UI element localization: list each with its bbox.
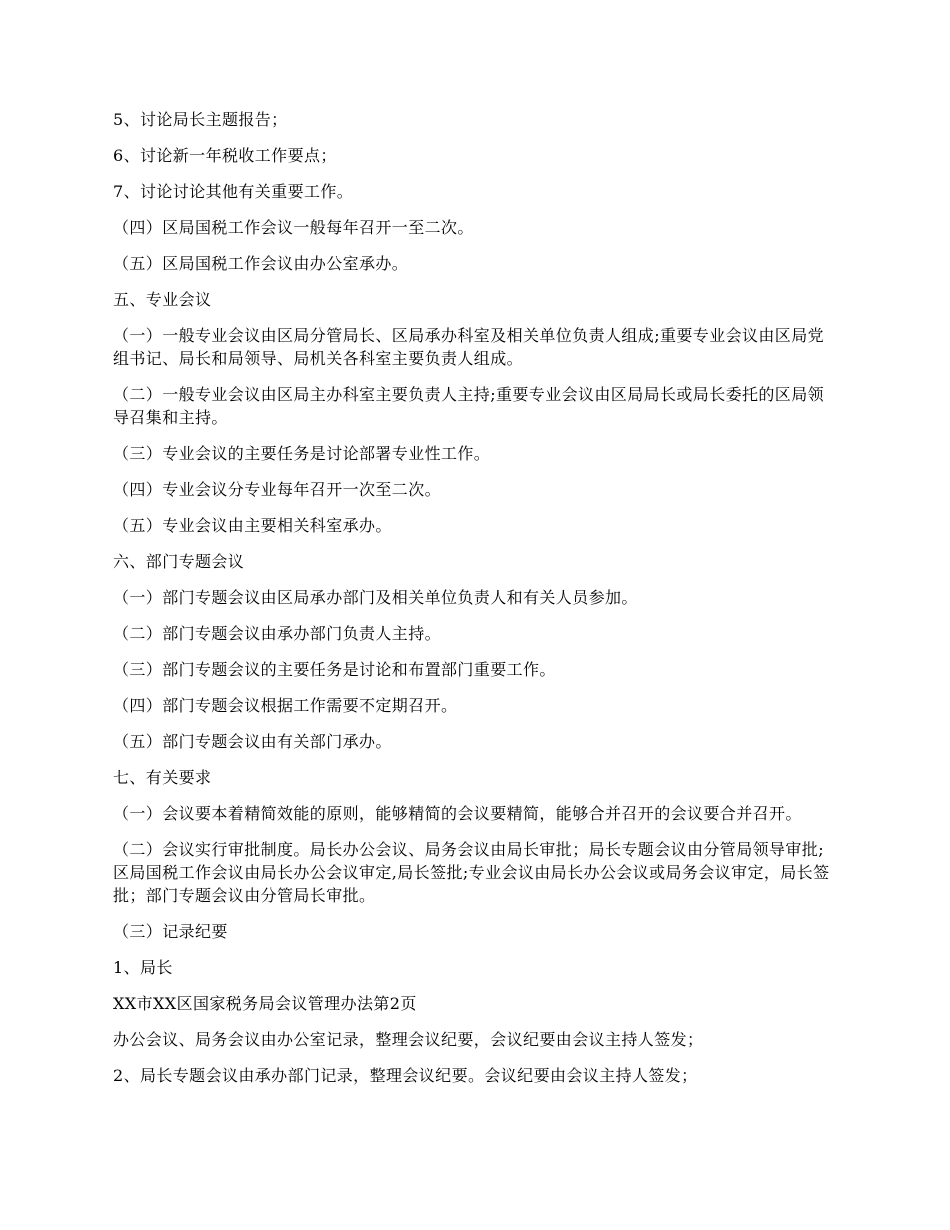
- section-heading-professional-meetings: 五、专业会议: [113, 290, 212, 309]
- paragraph-minutes-item-1: 1、局长: [113, 958, 173, 977]
- paragraph-national-tax-meeting-organizer: （五）区局国税工作会议由办公室承办。: [113, 254, 409, 273]
- page-footer-label: XX市XX区国家税务局会议管理办法第2页: [113, 994, 417, 1013]
- paragraph-requirement-minutes: （三）记录纪要: [113, 922, 228, 941]
- paragraph-professional-meeting-task: （三）专业会议的主要任务是讨论部署专业性工作。: [113, 444, 491, 463]
- paragraph-minutes-item-1-continued: 办公会议、局务会议由办公室记录，整理会议纪要，会议纪要由会议主持人签发；: [113, 1030, 704, 1049]
- paragraph-item-7: 7、讨论讨论其他有关重要工作。: [113, 182, 354, 201]
- paragraph-department-meeting-attendees: （一）部门专题会议由区局承办部门及相关单位负责人和有关人员参加。: [113, 588, 638, 607]
- section-heading-requirements: 七、有关要求: [113, 768, 212, 787]
- paragraph-requirement-efficiency: （一）会议要本着精简效能的原则，能够精简的会议要精简，能够合并召开的会议要合并召开。: [113, 804, 802, 823]
- paragraph-professional-meeting-host: （二）一般专业会议由区局主办科室主要负责人主持;重要专业会议由区局局长或局长委托的区局领导召集和主持。: [113, 385, 824, 427]
- section-heading-department-meetings: 六、部门专题会议: [113, 552, 245, 571]
- paragraph-department-meeting-frequency: （四）部门专题会议根据工作需要不定期召开。: [113, 696, 458, 715]
- paragraph-minutes-item-2: 2、局长专题会议由承办部门记录，整理会议纪要。会议纪要由会议主持人签发；: [113, 1066, 698, 1085]
- paragraph-item-6: 6、讨论新一年税收工作要点；: [113, 146, 337, 165]
- paragraph-professional-meeting-composition: （一）一般专业会议由区局分管局长、区局承办科室及相关单位负责人组成;重要专业会议由区局党组书记、局长和局领导、局机关各科室主要负责人组成。: [113, 326, 824, 368]
- paragraph-department-meeting-host: （二）部门专题会议由承办部门负责人主持。: [113, 624, 442, 643]
- paragraph-requirement-approval: （二）会议实行审批制度。局长办公会议、局务会议由局长审批；局长专题会议由分管局领导审批;区局国税工作会议由局长办公会议审定,局长签批;专业会议由局长办公会议或局务会议审定，局长签批；部门专题会议由分管局长审批。: [113, 840, 830, 905]
- paragraph-department-meeting-organizer: （五）部门专题会议由有关部门承办。: [113, 732, 392, 751]
- paragraph-department-meeting-task: （三）部门专题会议的主要任务是讨论和布置部门重要工作。: [113, 660, 556, 679]
- paragraph-item-5: 5、讨论局长主题报告；: [113, 110, 288, 129]
- paragraph-national-tax-meeting-frequency: （四）区局国税工作会议一般每年召开一至二次。: [113, 218, 474, 237]
- paragraph-professional-meeting-organizer: （五）专业会议由主要相关科室承办。: [113, 516, 392, 535]
- paragraph-professional-meeting-frequency: （四）专业会议分专业每年召开一次至二次。: [113, 480, 442, 499]
